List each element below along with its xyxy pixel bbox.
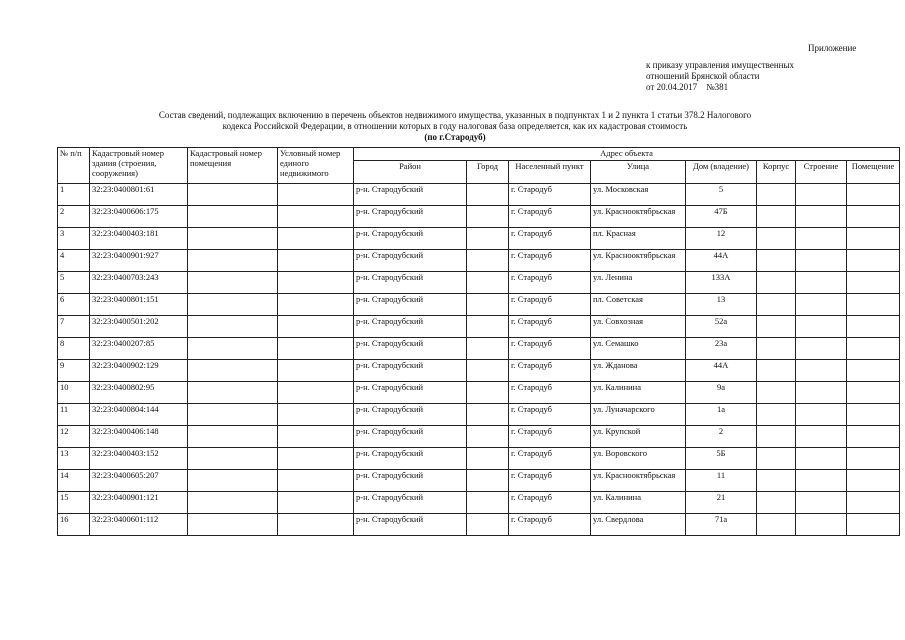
cell-city [467, 206, 509, 228]
cell-cadastral-building: 32:23:0400703:243 [90, 272, 188, 294]
cell-cadastral-building: 32:23:0400804:144 [90, 404, 188, 426]
cell-korpus [757, 206, 796, 228]
cell-conditional-number [278, 316, 354, 338]
cell-house: 12 [686, 228, 757, 250]
cell-room [847, 448, 900, 470]
cell-number: 1 [58, 184, 90, 206]
cell-number: 4 [58, 250, 90, 272]
header-cadastral-room: Кадастровый номер помещения [188, 148, 278, 184]
cell-cadastral-building: 32:23:0400606:175 [90, 206, 188, 228]
cell-conditional-number [278, 272, 354, 294]
cell-cadastral-room [188, 272, 278, 294]
cell-cadastral-room [188, 250, 278, 272]
header-cadastral-building: Кадастровый номер здания (строения, сооружения) [90, 148, 188, 184]
order-date: от 20.04.2017 [646, 82, 698, 92]
cell-street: ул. Московская [591, 184, 686, 206]
cell-building [796, 514, 847, 536]
cell-street: ул. Свердлова [591, 514, 686, 536]
header-building: Строение [796, 161, 847, 184]
cell-building [796, 294, 847, 316]
title-line-2: кодекса Российской Федерации, в отношении которых в году налоговая база определяется, как их кадастровая стоимость [222, 121, 688, 131]
cell-cadastral-room [188, 426, 278, 448]
cell-korpus [757, 250, 796, 272]
cell-house: 71а [686, 514, 757, 536]
cell-street: ул. Калинина [591, 492, 686, 514]
table-row [58, 294, 900, 316]
cell-city [467, 228, 509, 250]
cell-building [796, 360, 847, 382]
cell-house: 5 [686, 184, 757, 206]
cell-city [467, 404, 509, 426]
cell-cadastral-room [188, 470, 278, 492]
cell-street: ул. Воровского [591, 448, 686, 470]
cell-house: 52а [686, 316, 757, 338]
cell-korpus [757, 184, 796, 206]
cell-cadastral-building: 32:23:0400802:95 [90, 382, 188, 404]
cell-korpus [757, 382, 796, 404]
cell-conditional-number [278, 382, 354, 404]
cell-city [467, 382, 509, 404]
table-row [58, 404, 900, 426]
cell-district: р-н. Стародубский [354, 206, 467, 228]
cell-settlement: г. Стародуб [509, 338, 591, 360]
cell-street: ул. Краснооктябрьская [591, 250, 686, 272]
header-house: Дом (владение) [686, 161, 757, 184]
cell-conditional-number [278, 294, 354, 316]
cell-district: р-н. Стародубский [354, 360, 467, 382]
cell-building [796, 426, 847, 448]
cell-building [796, 338, 847, 360]
property-table [57, 147, 900, 536]
header-street: Улица [591, 161, 686, 184]
order-line-1: к приказу управления имущественных [646, 60, 795, 70]
table-row [58, 316, 900, 338]
cell-number: 8 [58, 338, 90, 360]
cell-house: 44А [686, 360, 757, 382]
cell-cadastral-building: 32:23:0400406:148 [90, 426, 188, 448]
cell-cadastral-building: 32:23:0400501:202 [90, 316, 188, 338]
cell-number: 15 [58, 492, 90, 514]
cell-number: 6 [58, 294, 90, 316]
cell-korpus [757, 492, 796, 514]
appendix-label: Приложение [808, 43, 857, 53]
cell-city [467, 272, 509, 294]
cell-district: р-н. Стародубский [354, 316, 467, 338]
cell-house: 23а [686, 338, 757, 360]
cell-street: ул. Краснооктябрьская [591, 470, 686, 492]
header-room: Помещение [847, 161, 900, 184]
cell-korpus [757, 448, 796, 470]
table-row [58, 228, 900, 250]
cell-district: р-н. Стародубский [354, 404, 467, 426]
cell-settlement: г. Стародуб [509, 250, 591, 272]
table-row [58, 470, 900, 492]
cell-house: 2 [686, 426, 757, 448]
cell-number: 3 [58, 228, 90, 250]
cell-korpus [757, 272, 796, 294]
cell-number: 13 [58, 448, 90, 470]
header-settlement: Населенный пункт [509, 161, 591, 184]
header-district: Район [354, 161, 467, 184]
cell-street: ул. Калинина [591, 382, 686, 404]
cell-house: 11 [686, 470, 757, 492]
cell-district: р-н. Стародубский [354, 382, 467, 404]
cell-number: 10 [58, 382, 90, 404]
cell-building [796, 206, 847, 228]
cell-korpus [757, 228, 796, 250]
table-row [58, 492, 900, 514]
cell-conditional-number [278, 404, 354, 426]
cell-number: 7 [58, 316, 90, 338]
cell-settlement: г. Стародуб [509, 426, 591, 448]
order-line-2: отношений Брянской области [646, 71, 760, 81]
cell-room [847, 250, 900, 272]
cell-city [467, 338, 509, 360]
cell-city [467, 316, 509, 338]
cell-room [847, 360, 900, 382]
table-row [58, 250, 900, 272]
cell-district: р-н. Стародубский [354, 448, 467, 470]
cell-house: 47Б [686, 206, 757, 228]
title-line-1: Состав сведений, подлежащих включению в перечень объектов недвижимого имущества, указанных в подпунктах 1 и 2 пункта 1 статьи 378.2 Налогового [158, 110, 752, 120]
cell-settlement: г. Стародуб [509, 206, 591, 228]
order-number: №381 [706, 82, 729, 92]
cell-room [847, 470, 900, 492]
cell-cadastral-building: 32:23:0400902:129 [90, 360, 188, 382]
cell-city [467, 470, 509, 492]
cell-room [847, 514, 900, 536]
table-row [58, 184, 900, 206]
cell-district: р-н. Стародубский [354, 294, 467, 316]
cell-settlement: г. Стародуб [509, 404, 591, 426]
header-korpus: Корпус [757, 161, 796, 184]
cell-building [796, 184, 847, 206]
cell-house: 9а [686, 382, 757, 404]
cell-district: р-н. Стародубский [354, 514, 467, 536]
cell-settlement: г. Стародуб [509, 492, 591, 514]
cell-street: ул. Крупской [591, 426, 686, 448]
cell-street: пл. Советская [591, 294, 686, 316]
cell-district: р-н. Стародубский [354, 272, 467, 294]
cell-city [467, 426, 509, 448]
cell-district: р-н. Стародубский [354, 184, 467, 206]
cell-building [796, 250, 847, 272]
cell-cadastral-building: 32:23:0400605:207 [90, 470, 188, 492]
cell-conditional-number [278, 514, 354, 536]
table-row [58, 338, 900, 360]
cell-city [467, 514, 509, 536]
cell-settlement: г. Стародуб [509, 360, 591, 382]
cell-cadastral-room [188, 514, 278, 536]
cell-cadastral-room [188, 228, 278, 250]
header-num: № п/п [58, 148, 90, 184]
cell-cadastral-room [188, 316, 278, 338]
cell-room [847, 382, 900, 404]
cell-house: 5Б [686, 448, 757, 470]
cell-district: р-н. Стародубский [354, 228, 467, 250]
cell-cadastral-room [188, 338, 278, 360]
cell-street: ул. Ленина [591, 272, 686, 294]
cell-district: р-н. Стародубский [354, 250, 467, 272]
cell-street: ул. Семашко [591, 338, 686, 360]
cell-korpus [757, 426, 796, 448]
cell-cadastral-building: 32:23:0400403:181 [90, 228, 188, 250]
cell-house: 44А [686, 250, 757, 272]
cell-conditional-number [278, 470, 354, 492]
cell-number: 12 [58, 426, 90, 448]
cell-street: ул. Луначарского [591, 404, 686, 426]
cell-cadastral-building: 32:23:0400801:61 [90, 184, 188, 206]
cell-city [467, 448, 509, 470]
cell-korpus [757, 338, 796, 360]
cell-cadastral-room [188, 382, 278, 404]
cell-number: 5 [58, 272, 90, 294]
cell-cadastral-building: 32:23:0400901:121 [90, 492, 188, 514]
cell-settlement: г. Стародуб [509, 514, 591, 536]
cell-cadastral-room [188, 360, 278, 382]
table-row [58, 426, 900, 448]
cell-conditional-number [278, 426, 354, 448]
cell-cadastral-building: 32:23:0400601:112 [90, 514, 188, 536]
cell-korpus [757, 360, 796, 382]
header-conditional-number: Условный номер единого недвижимого [278, 148, 354, 184]
cell-street: ул. Краснооктябрьская [591, 206, 686, 228]
cell-korpus [757, 316, 796, 338]
cell-conditional-number [278, 250, 354, 272]
order-date-line [646, 82, 794, 93]
cell-room [847, 426, 900, 448]
cell-cadastral-building: 32:23:0400801:151 [90, 294, 188, 316]
cell-number: 14 [58, 470, 90, 492]
title-line-3: (по г.Стародуб) [424, 132, 486, 142]
cell-settlement: г. Стародуб [509, 448, 591, 470]
cell-conditional-number [278, 448, 354, 470]
cell-cadastral-room [188, 206, 278, 228]
cell-city [467, 250, 509, 272]
cell-room [847, 338, 900, 360]
cell-korpus [757, 294, 796, 316]
cell-building [796, 492, 847, 514]
cell-settlement: г. Стародуб [509, 228, 591, 250]
header-address: Адрес объекта [354, 148, 900, 161]
order-reference [646, 60, 794, 93]
cell-conditional-number [278, 492, 354, 514]
cell-conditional-number [278, 338, 354, 360]
table-row [58, 360, 900, 382]
cell-conditional-number [278, 184, 354, 206]
cell-settlement: г. Стародуб [509, 316, 591, 338]
cell-number: 16 [58, 514, 90, 536]
cell-room [847, 294, 900, 316]
cell-number: 11 [58, 404, 90, 426]
cell-cadastral-room [188, 492, 278, 514]
cell-settlement: г. Стародуб [509, 184, 591, 206]
cell-settlement: г. Стародуб [509, 272, 591, 294]
cell-settlement: г. Стародуб [509, 470, 591, 492]
cell-city [467, 492, 509, 514]
cell-city [467, 184, 509, 206]
cell-cadastral-room [188, 448, 278, 470]
cell-city [467, 360, 509, 382]
cell-street: пл. Красная [591, 228, 686, 250]
header-city: Город [467, 161, 509, 184]
cell-number: 2 [58, 206, 90, 228]
cell-cadastral-building: 32:23:0400403:152 [90, 448, 188, 470]
cell-building [796, 382, 847, 404]
cell-cadastral-building: 32:23:0400207:85 [90, 338, 188, 360]
cell-district: р-н. Стародубский [354, 338, 467, 360]
table-row [58, 206, 900, 228]
cell-room [847, 316, 900, 338]
cell-cadastral-room [188, 184, 278, 206]
table-row [58, 382, 900, 404]
cell-settlement: г. Стародуб [509, 382, 591, 404]
cell-building [796, 228, 847, 250]
cell-cadastral-room [188, 294, 278, 316]
cell-room [847, 206, 900, 228]
cell-street: ул. Совхозная [591, 316, 686, 338]
cell-korpus [757, 514, 796, 536]
cell-room [847, 228, 900, 250]
document-title [60, 110, 850, 143]
cell-building [796, 316, 847, 338]
cell-cadastral-room [188, 404, 278, 426]
cell-room [847, 272, 900, 294]
cell-conditional-number [278, 206, 354, 228]
cell-city [467, 294, 509, 316]
cell-district: р-н. Стародубский [354, 426, 467, 448]
cell-district: р-н. Стародубский [354, 470, 467, 492]
cell-korpus [757, 470, 796, 492]
cell-building [796, 404, 847, 426]
cell-room [847, 492, 900, 514]
cell-house: 13 [686, 294, 757, 316]
cell-house: 133А [686, 272, 757, 294]
cell-conditional-number [278, 228, 354, 250]
cell-street: ул. Жданова [591, 360, 686, 382]
cell-cadastral-building: 32:23:0400901:927 [90, 250, 188, 272]
cell-building [796, 448, 847, 470]
cell-room [847, 404, 900, 426]
table-row [58, 514, 900, 536]
cell-settlement: г. Стародуб [509, 294, 591, 316]
cell-building [796, 470, 847, 492]
cell-district: р-н. Стародубский [354, 492, 467, 514]
cell-korpus [757, 404, 796, 426]
table-row [58, 448, 900, 470]
cell-conditional-number [278, 360, 354, 382]
cell-house: 1а [686, 404, 757, 426]
cell-number: 9 [58, 360, 90, 382]
table-row [58, 272, 900, 294]
cell-room [847, 184, 900, 206]
cell-building [796, 272, 847, 294]
cell-house: 21 [686, 492, 757, 514]
